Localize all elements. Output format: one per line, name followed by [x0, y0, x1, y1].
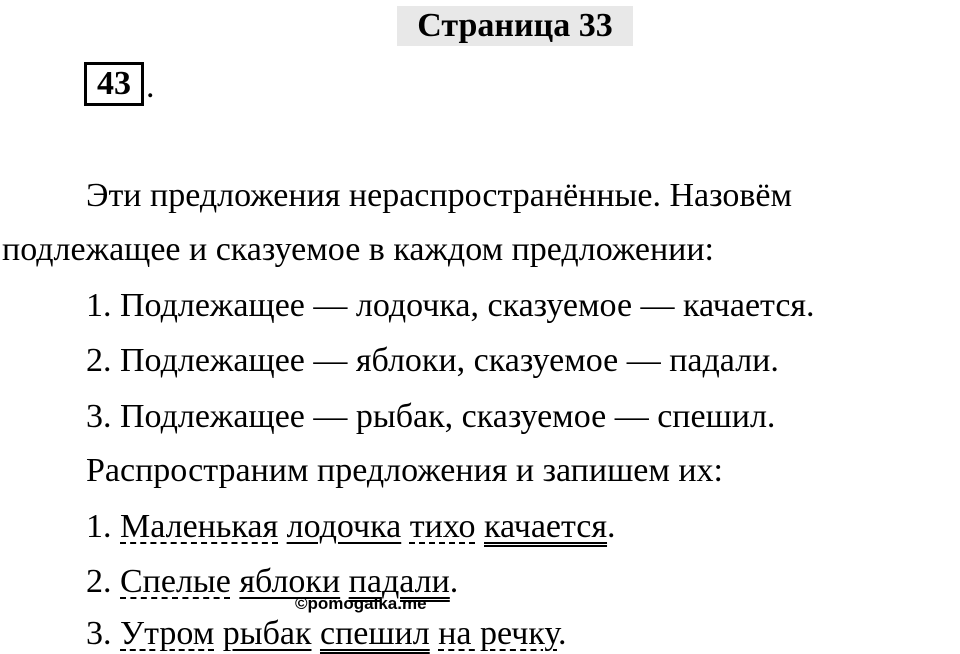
- sentence-number: 1.: [86, 508, 112, 545]
- word-adverbial: Утром: [120, 615, 215, 652]
- word-predicate: спешил: [319, 615, 430, 652]
- sentence-line-1: [86, 507, 616, 547]
- page-title: Страница 33: [397, 6, 633, 46]
- word-predicate: качается: [484, 508, 608, 545]
- word-subject: яблоки: [239, 563, 341, 600]
- task-number: [84, 62, 155, 106]
- sentence-number: 3.: [86, 615, 112, 652]
- sentence-number: 2.: [86, 563, 112, 600]
- answer-line-1: 1. Подлежащее — лодочка, сказуемое — качается.: [86, 287, 815, 324]
- sentence-end: .: [557, 615, 567, 652]
- intro-line-1: Эти предложения нераспространённые. Назовём: [86, 177, 793, 214]
- extend-heading: Распространим предложения и запишем их:: [86, 452, 724, 489]
- sentence-line-3: [86, 614, 566, 654]
- word-attribute: Спелые: [120, 563, 231, 600]
- task-number-dot: .: [146, 68, 155, 105]
- sentence-end: .: [607, 508, 616, 545]
- word-attribute: Маленькая: [120, 508, 279, 545]
- intro-line-2: подлежащее и сказуемое в каждом предложении:: [2, 231, 715, 268]
- task-number-box: 43: [84, 62, 144, 106]
- answer-line-3: 3. Подлежащее — рыбак, сказуемое — спешил.: [86, 398, 776, 435]
- word-subject: рыбак: [222, 615, 312, 652]
- word-adverbial: тихо: [409, 508, 476, 545]
- answer-line-2: 2. Подлежащее — яблоки, сказуемое — падали.: [86, 342, 779, 379]
- word-predicate: падали: [348, 563, 450, 600]
- word-subject: лодочка: [286, 508, 402, 545]
- watermark: ©pomogalka.me: [295, 594, 427, 613]
- sentence-end: .: [449, 563, 459, 600]
- word-adverbial: на речку: [438, 615, 558, 652]
